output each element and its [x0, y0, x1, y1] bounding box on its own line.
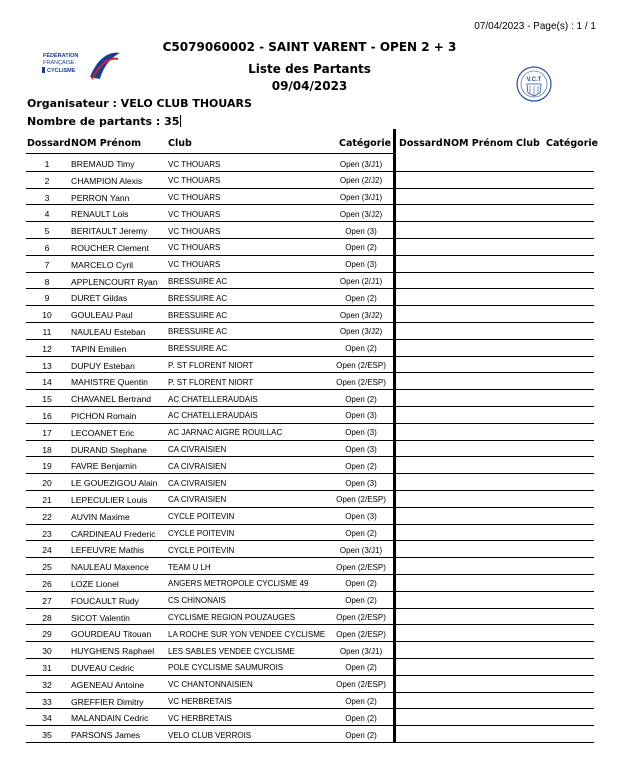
dossard-cell: 17	[42, 427, 52, 438]
name-cell: BREMAUD Timy	[71, 159, 135, 169]
name-cell: PERRON Yann	[71, 192, 130, 203]
category-cell: Open (2)	[345, 730, 377, 740]
table-row	[26, 709, 594, 726]
category-cell: Open (2/ESP)	[336, 495, 386, 505]
name-cell: RENAULT Lois	[71, 209, 129, 220]
col-header-category: Catégorie	[339, 138, 392, 149]
club-cell: BRESSUIRE AC	[168, 327, 228, 337]
club-cell: POLE CYCLISME SAUMUROIS	[168, 663, 284, 673]
name-cell: DUVEAU Cedric	[71, 662, 135, 673]
club-cell: BRESSUIRE AC	[168, 277, 228, 287]
table-row	[26, 239, 594, 256]
name-cell: AUVIN Maxime	[71, 511, 130, 522]
col-header-club-right: Club	[516, 138, 540, 149]
table-row	[26, 592, 594, 609]
participant-table	[26, 155, 594, 743]
club-cell: VC THOUARS	[168, 260, 221, 270]
category-cell: Open (2)	[345, 713, 377, 723]
category-cell: Open (3)	[345, 226, 377, 236]
name-cell: DURET Gildas	[71, 293, 128, 304]
club-cell: VC HERBRETAIS	[168, 697, 232, 706]
dossard-cell: 23	[42, 528, 52, 539]
category-cell: Open (3)	[345, 445, 377, 455]
table-row	[26, 491, 594, 508]
name-cell: CHAMPION Alexis	[71, 175, 143, 186]
club-cell: CA CIVRAISIEN	[168, 495, 227, 505]
name-cell: GOURDEAU Titouan	[71, 629, 152, 640]
club-cell: P. ST FLORENT NIORT	[168, 361, 254, 371]
text-cursor	[180, 115, 181, 127]
category-cell: Open (2/ESP)	[336, 629, 386, 639]
category-cell: Open (2)	[345, 697, 377, 706]
table-row	[26, 457, 594, 474]
name-cell: LOZE Lionel	[71, 578, 119, 589]
club-cell: AC CHATELLERAUDAIS	[168, 411, 258, 421]
name-cell: LECOANET Eric	[71, 427, 135, 438]
table-row	[26, 693, 594, 710]
name-cell: SICOT Valentin	[71, 612, 130, 623]
category-cell: Open (2)	[345, 529, 377, 539]
club-cell: VC THOUARS	[168, 176, 221, 186]
participant-count-text: Nombre de partants : 35	[27, 115, 180, 128]
dossard-cell: 26	[42, 578, 52, 589]
dossard-cell: 24	[42, 545, 52, 556]
category-cell: Open (3)	[345, 478, 377, 488]
club-cell: LA ROCHE SUR YON VENDEE CYCLISME	[168, 629, 326, 639]
club-cell: VC THOUARS	[168, 209, 221, 219]
category-cell: Open (2)	[345, 461, 377, 471]
col-header-dossard: Dossard	[27, 138, 71, 149]
dossard-cell: 14	[42, 377, 52, 388]
category-cell: Open (2/J1)	[339, 277, 383, 287]
dossard-cell: 10	[42, 310, 52, 321]
col-header-dossard-right: Dossard	[399, 138, 443, 149]
col-header-category-right: Catégorie	[546, 138, 599, 149]
table-row	[26, 357, 594, 374]
category-cell: Open (3/J2)	[339, 209, 383, 219]
category-cell: Open (3/J2)	[339, 327, 383, 337]
category-cell: Open (2/J2)	[339, 176, 383, 186]
table-row	[26, 558, 594, 575]
dossard-cell: 11	[42, 326, 52, 337]
category-cell: Open (2/ESP)	[336, 562, 386, 572]
name-cell: AGENEAU Antoine	[71, 679, 145, 690]
club-cell: VELO CLUB VERROIS	[168, 730, 252, 740]
race-title: C5079060002 - SAINT VARENT - OPEN 2 + 3	[162, 40, 457, 54]
name-cell: DURAND Stephane	[71, 444, 147, 455]
dossard-cell: 3	[44, 192, 50, 203]
table-row	[26, 642, 594, 659]
club-cell: ANGERS METROPOLE CYCLISME 49	[168, 579, 309, 589]
name-cell: ROUCHER Clement	[71, 242, 149, 253]
name-cell: TAPIN Emilien	[71, 343, 127, 354]
table-row	[26, 289, 594, 306]
col-header-club: Club	[168, 138, 192, 149]
club-cell: AC JARNAC AIGRE ROUILLAC	[168, 428, 283, 438]
name-cell: PARSONS James	[71, 730, 141, 741]
table-row	[26, 390, 594, 407]
table-row	[26, 273, 594, 290]
name-cell: DUPUY Esteban	[71, 360, 135, 371]
name-cell: NAULEAU Maxence	[71, 562, 149, 573]
name-cell: HUYGHENS Raphael	[71, 646, 155, 657]
print-date-page-count: 07/04/2023 - Page(s) : 1 / 1	[474, 21, 596, 32]
dossard-cell: 34	[42, 713, 52, 724]
header-rule	[26, 153, 393, 154]
club-cell: CA CIVRAISIEN	[168, 445, 227, 455]
dossard-cell: 12	[42, 343, 52, 354]
table-row	[26, 407, 594, 424]
category-cell: Open (2/ESP)	[336, 377, 386, 387]
dossard-cell: 6	[44, 242, 50, 253]
dossard-cell: 30	[42, 646, 52, 657]
name-cell: CHAVANEL Bertrand	[71, 394, 152, 405]
table-row	[26, 441, 594, 458]
club-cell: VC THOUARS	[168, 159, 221, 169]
table-row	[26, 155, 594, 172]
dossard-cell: 7	[44, 259, 50, 270]
name-cell: CARDINEAU Frederic	[71, 528, 156, 539]
club-cell: CYCLE POITEVIN	[168, 512, 235, 522]
dossard-cell: 1	[44, 159, 50, 169]
dossard-cell: 28	[42, 612, 52, 623]
table-row	[26, 474, 594, 491]
category-cell: Open (3)	[345, 512, 377, 522]
club-cell: BRESSUIRE AC	[168, 293, 228, 303]
name-cell: LEPECULIER Louis	[71, 494, 148, 505]
name-cell: MARCELO Cyril	[71, 259, 134, 270]
club-cell: VC HERBRETAIS	[168, 713, 232, 723]
table-row	[26, 575, 594, 592]
club-cell: TEAM U LH	[168, 562, 211, 572]
event-date: 09/04/2023	[271, 79, 348, 93]
table-row	[26, 525, 594, 542]
vct-logo-text: V.C.T	[526, 77, 542, 83]
dossard-cell: 18	[42, 444, 52, 455]
table-row	[26, 323, 594, 340]
table-row	[26, 659, 594, 676]
dossard-cell: 19	[42, 461, 52, 472]
category-cell: Open (3/J1)	[339, 159, 383, 169]
table-row	[26, 222, 594, 239]
category-cell: Open (3/J1)	[339, 193, 383, 203]
name-cell: LE GOUEZIGOU Alain	[71, 478, 158, 489]
club-cell: VC THOUARS	[168, 243, 221, 253]
participant-count-line	[27, 115, 181, 128]
club-cell: LES SABLES VENDEE CYCLISME	[168, 646, 295, 656]
category-cell: Open (2)	[345, 293, 377, 303]
club-cell: CA CIVRAISIEN	[168, 461, 227, 471]
dossard-cell: 25	[42, 562, 52, 573]
organizer-line: Organisateur : VELO CLUB THOUARS	[27, 97, 252, 110]
ffc-logo-line3: CYCLISME	[47, 68, 76, 74]
category-cell: Open (3/J1)	[339, 646, 383, 656]
dossard-cell: 15	[42, 394, 52, 405]
club-cell: CYCLISME REGION POUZAUGES	[168, 613, 296, 623]
club-cell: P. ST FLORENT NIORT	[168, 377, 254, 387]
name-cell: APPLENCOURT Ryan	[71, 276, 158, 287]
category-cell: Open (3/J1)	[339, 545, 383, 555]
dossard-cell: 27	[42, 595, 52, 606]
table-row	[26, 340, 594, 357]
club-cell: BRESSUIRE AC	[168, 344, 228, 354]
category-cell: Open (2)	[345, 243, 377, 253]
col-header-name: NOM Prénom	[71, 138, 142, 149]
dossard-cell: 35	[42, 730, 52, 741]
category-cell: Open (2/ESP)	[336, 361, 386, 371]
table-row	[26, 625, 594, 642]
category-cell: Open (2)	[345, 663, 377, 673]
table-row	[26, 306, 594, 323]
club-cell: VC THOUARS	[168, 226, 221, 236]
dossard-cell: 2	[44, 175, 50, 186]
dossard-cell: 5	[44, 226, 50, 237]
category-cell: Open (2)	[345, 344, 377, 354]
name-cell: GOULEAU Paul	[71, 310, 133, 321]
club-cell: CS CHINONAIS	[168, 596, 226, 606]
table-row	[26, 256, 594, 273]
ffc-logo-line2: FRANÇAISE	[43, 60, 75, 66]
dossard-cell: 33	[42, 696, 52, 707]
table-row	[26, 541, 594, 558]
table-row	[26, 172, 594, 189]
table-row	[26, 205, 594, 222]
dossard-cell: 9	[44, 293, 50, 304]
club-cell: CYCLE POITEVIN	[168, 529, 235, 539]
category-cell: Open (2/ESP)	[336, 680, 386, 690]
dossard-cell: 31	[42, 662, 52, 673]
table-row	[26, 424, 594, 441]
name-cell: NAULEAU Esteban	[71, 326, 146, 337]
dossard-cell: 20	[42, 478, 52, 489]
name-cell: BERITAULT Jeremy	[71, 226, 148, 237]
category-cell: Open (2)	[345, 596, 377, 606]
col-header-name-right: NOM Prénom	[443, 138, 514, 149]
club-cell: AC CHATELLERAUDAIS	[168, 394, 258, 404]
club-cell: CYCLE POITEVIN	[168, 545, 235, 555]
table-row	[26, 373, 594, 390]
name-cell: LEFEUVRE Mathis	[71, 545, 145, 556]
category-cell: Open (3/J2)	[339, 310, 383, 320]
table-row	[26, 508, 594, 525]
name-cell: PICHON Romain	[71, 410, 137, 421]
dossard-cell: 32	[42, 679, 52, 690]
list-subtitle: Liste des Partants	[248, 62, 371, 76]
club-cell: CA CIVRAISIEN	[168, 478, 227, 488]
table-row	[26, 609, 594, 626]
name-cell: FOUCAULT Rudy	[71, 595, 139, 606]
category-cell: Open (3)	[345, 260, 377, 270]
name-cell: FAVRE Benjamin	[71, 461, 137, 472]
category-cell: Open (3)	[345, 411, 377, 421]
dossard-cell: 13	[42, 360, 52, 371]
table-row	[26, 189, 594, 206]
table-row	[26, 676, 594, 693]
dossard-cell: 21	[42, 494, 52, 505]
club-cell: VC THOUARS	[168, 193, 221, 203]
dossard-cell: 16	[42, 410, 52, 421]
club-cell: BRESSUIRE AC	[168, 310, 228, 320]
dossard-cell: 8	[44, 276, 50, 287]
table-row	[26, 726, 594, 743]
club-cell: VC CHANTONNAISIEN	[168, 680, 253, 690]
name-cell: MALANDAIN Cedric	[71, 713, 149, 724]
dossard-cell: 29	[42, 629, 52, 640]
dossard-cell: 4	[44, 209, 50, 220]
category-cell: Open (3)	[345, 428, 377, 438]
dossard-cell: 22	[42, 511, 52, 522]
name-cell: MAHISTRE Quentin	[71, 377, 148, 388]
name-cell: GREFFIER Dimitry	[71, 696, 144, 707]
ffc-logo-line1: FÉDÉRATION	[43, 53, 79, 59]
category-cell: Open (2/ESP)	[336, 613, 386, 623]
category-cell: Open (2)	[345, 579, 377, 589]
category-cell: Open (2)	[345, 394, 377, 404]
